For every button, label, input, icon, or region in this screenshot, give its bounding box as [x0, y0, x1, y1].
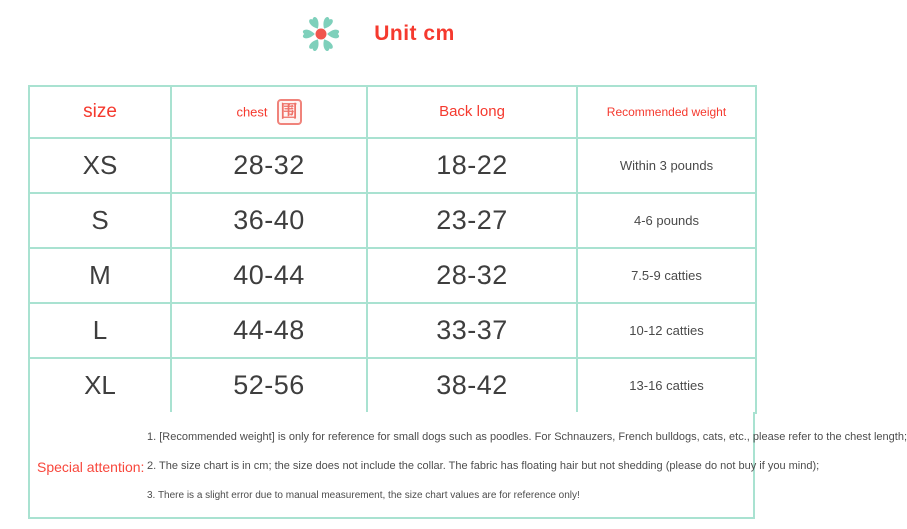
table-row-m [29, 248, 756, 303]
column-header-back-long [367, 86, 577, 138]
page-header [0, 8, 753, 60]
table-row-s [29, 193, 756, 248]
note-item-3: 3. There is a slight error due to manual measurement, the size chart values are for reference only! [147, 490, 580, 501]
back-long-cell: 38-42 [367, 358, 577, 413]
column-header-size [29, 86, 171, 138]
size-cell: M [29, 248, 171, 303]
back-long-cell: 18-22 [367, 138, 577, 193]
table-header-row [29, 86, 756, 138]
page-title: Unit cm [374, 22, 455, 45]
weight-cell: 4-6 pounds [577, 193, 756, 248]
flower-icon [298, 11, 344, 57]
chest-cell: 36-40 [171, 193, 367, 248]
chest-cell: 52-56 [171, 358, 367, 413]
special-attention-label: Special attention: [37, 459, 145, 475]
column-header-chest [171, 86, 367, 138]
weight-cell: Within 3 pounds [577, 138, 756, 193]
note-item-2: 2. The size chart is in cm; the size does not include the collar. The fabric has floating hair but not shedding (please do not buy if you mind); [147, 460, 820, 472]
column-header-chest-label: chest [236, 104, 268, 120]
weight-cell: 10-12 catties [577, 303, 756, 358]
size-cell: S [29, 193, 171, 248]
table-row-l [29, 303, 756, 358]
weight-cell: 13-16 catties [577, 358, 756, 413]
size-chart-table [28, 85, 757, 414]
back-long-cell: 23-27 [367, 193, 577, 248]
table-row-xl [29, 358, 756, 413]
weight-cell: 7.5-9 catties [577, 248, 756, 303]
size-cell: XL [29, 358, 171, 413]
special-attention-section [28, 412, 907, 519]
note-item-1: 1. [Recommended weight] is only for reference for small dogs such as poodles. For Schnauzers, French bulldogs, cats, etc., please refer to the chest length; [147, 431, 907, 443]
column-header-back-long-label: Back long [439, 103, 505, 120]
chest-cell: 28-32 [171, 138, 367, 193]
back-long-cell: 33-37 [367, 303, 577, 358]
chest-cell: 40-44 [171, 248, 367, 303]
column-header-recommended-weight [577, 86, 756, 138]
column-header-recommended-weight-label: Recommended weight [606, 105, 727, 119]
size-cell: XS [29, 138, 171, 193]
chest-cell: 44-48 [171, 303, 367, 358]
column-header-size-label: size [83, 101, 117, 122]
size-cell: L [29, 303, 171, 358]
back-long-cell: 28-32 [367, 248, 577, 303]
table-row-xs [29, 138, 756, 193]
chest-circumference-stamp-icon: 围 [277, 99, 302, 125]
